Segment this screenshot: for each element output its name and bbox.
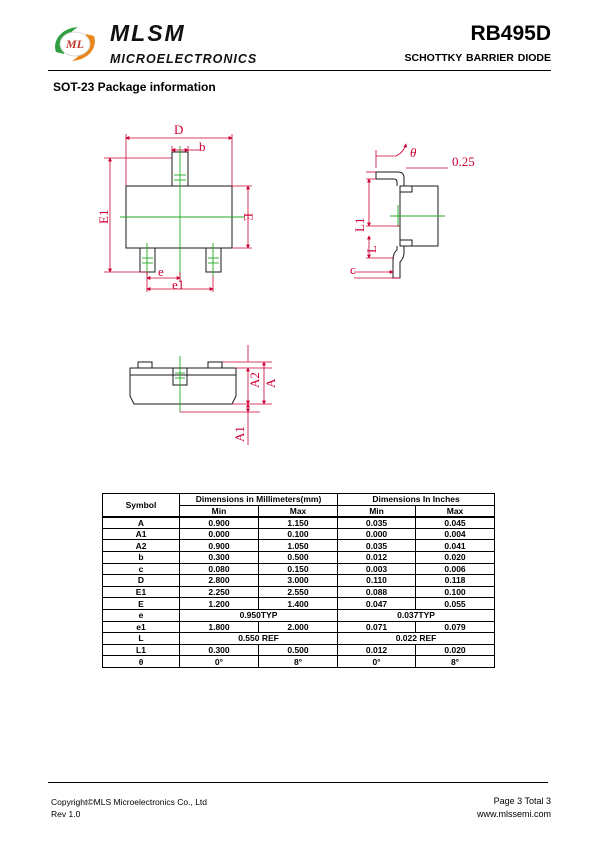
label-c: c (350, 262, 356, 277)
header-in-max: Max (416, 505, 495, 517)
cell-symbol: b (103, 551, 180, 563)
label-E: E (241, 213, 256, 221)
cell-mm-min: 0° (180, 656, 259, 668)
cell-symbol: E (103, 598, 180, 610)
cell-mm-max: 3.000 (259, 575, 338, 587)
front-view-lead-right (208, 362, 222, 368)
footer-website-link[interactable]: www.mlssemi.com (476, 809, 551, 819)
cell-symbol: A2 (103, 540, 180, 552)
cell-symbol: θ (103, 656, 180, 668)
cell-mm-min: 2.800 (180, 575, 259, 587)
logo-monogram: ML (66, 37, 84, 51)
cell-mm-min: 0.300 (180, 551, 259, 563)
cell-symbol: L (103, 633, 180, 645)
label-D: D (174, 122, 184, 137)
label-E1: E1 (96, 209, 111, 224)
top-view-lead-left (140, 248, 155, 272)
cell-mm-max: 1.400 (259, 598, 338, 610)
cell-mm-min: 0.080 (180, 563, 259, 575)
cell-in-max: 0.020 (416, 644, 495, 656)
cell-in-max: 0.055 (416, 598, 495, 610)
cell-in-min: 0.000 (338, 528, 416, 540)
table-row (103, 517, 495, 529)
cell-in-min: 0.035 (338, 517, 416, 529)
footer-page-number: Page 3 Total 3 (493, 796, 551, 806)
cell-mm-max: 0.500 (259, 644, 338, 656)
cell-mm-min: 2.250 (180, 586, 259, 598)
cell-mm-max: 1.050 (259, 540, 338, 552)
header-mm-max: Max (259, 505, 338, 517)
table-row (103, 586, 495, 598)
cell-mm-typ: 0.550 REF (180, 633, 338, 645)
label-gauge: 0.25 (452, 154, 475, 169)
cell-in-typ: 0.022 REF (338, 633, 495, 645)
section-heading: SOT-23 Package information (53, 80, 216, 94)
cell-symbol: c (103, 563, 180, 575)
cell-mm-max: 2.550 (259, 586, 338, 598)
cell-in-max: 0.004 (416, 528, 495, 540)
cell-symbol: D (103, 575, 180, 587)
top-view (96, 122, 256, 292)
cell-in-min: 0.012 (338, 551, 416, 563)
table-row (103, 563, 495, 575)
table-row (103, 656, 495, 668)
cell-mm-max: 0.100 (259, 528, 338, 540)
cell-in-max: 0.118 (416, 575, 495, 587)
table-row (103, 633, 495, 645)
cell-mm-max: 0.500 (259, 551, 338, 563)
table-row (103, 551, 495, 563)
header-symbol: Symbol (103, 494, 180, 517)
cell-mm-max: 8° (259, 656, 338, 668)
top-view-lead-right (206, 248, 221, 272)
front-view-lead-left (138, 362, 152, 368)
label-b: b (199, 139, 206, 154)
label-L1: L1 (352, 217, 367, 232)
brand-subname: MICROELECTRONICS (110, 52, 258, 66)
cell-in-min: 0° (338, 656, 416, 668)
footer-revision: Rev 1.0 (51, 809, 81, 819)
cell-symbol: A (103, 517, 180, 529)
cell-mm-min: 1.200 (180, 598, 259, 610)
label-L: L (364, 245, 379, 253)
document-subtitle: SCHOTTKY BARRIER DIODE (404, 52, 551, 64)
header-inches: Dimensions In Inches (338, 494, 495, 506)
cell-in-max: 0.079 (416, 621, 495, 633)
cell-in-max: 0.045 (416, 517, 495, 529)
table-row (103, 598, 495, 610)
label-theta: θ (410, 145, 417, 160)
table-row (103, 621, 495, 633)
cell-in-min: 0.071 (338, 621, 416, 633)
footer-copyright: Copyright©MLS Microelectronics Co., Ltd (51, 797, 208, 807)
cell-symbol: e (103, 609, 180, 621)
cell-in-max: 0.020 (416, 551, 495, 563)
table-row (103, 609, 495, 621)
label-A: A (263, 378, 278, 388)
front-view (130, 345, 278, 445)
cell-in-min: 0.110 (338, 575, 416, 587)
cell-mm-min: 0.300 (180, 644, 259, 656)
dimensions-table (102, 493, 495, 668)
table-row (103, 644, 495, 656)
dimensions-table-body (103, 517, 495, 668)
cell-mm-typ: 0.950TYP (180, 609, 338, 621)
label-A1: A1 (232, 426, 247, 442)
footer-divider (48, 782, 548, 783)
side-view-lead-top (376, 172, 404, 186)
cell-symbol: e1 (103, 621, 180, 633)
side-view (350, 144, 475, 278)
cell-symbol: L1 (103, 644, 180, 656)
header-mm: Dimensions in Millimeters(mm) (180, 494, 338, 506)
label-e1: e1 (172, 277, 185, 292)
cell-in-max: 0.041 (416, 540, 495, 552)
cell-mm-max: 1.150 (259, 517, 338, 529)
cell-symbol: E1 (103, 586, 180, 598)
header-in-min: Min (338, 505, 416, 517)
cell-in-min: 0.035 (338, 540, 416, 552)
cell-symbol: A1 (103, 528, 180, 540)
cell-in-typ: 0.037TYP (338, 609, 495, 621)
label-A2: A2 (247, 372, 262, 388)
cell-mm-max: 2.000 (259, 621, 338, 633)
cell-mm-max: 0.150 (259, 563, 338, 575)
table-row (103, 575, 495, 587)
cell-mm-min: 0.900 (180, 540, 259, 552)
cell-in-max: 0.006 (416, 563, 495, 575)
cell-in-min: 0.047 (338, 598, 416, 610)
brand-name: MLSM (110, 20, 186, 46)
cell-in-max: 8° (416, 656, 495, 668)
header-mm-min: Min (180, 505, 259, 517)
cell-in-max: 0.100 (416, 586, 495, 598)
table-row (103, 540, 495, 552)
cell-in-min: 0.012 (338, 644, 416, 656)
cell-mm-min: 0.900 (180, 517, 259, 529)
cell-in-min: 0.088 (338, 586, 416, 598)
side-view-lead-bottom (393, 246, 404, 278)
cell-mm-min: 1.800 (180, 621, 259, 633)
part-number: RB495D (470, 22, 551, 45)
label-e: e (158, 264, 164, 279)
cell-mm-min: 0.000 (180, 528, 259, 540)
cell-in-min: 0.003 (338, 563, 416, 575)
table-row (103, 528, 495, 540)
